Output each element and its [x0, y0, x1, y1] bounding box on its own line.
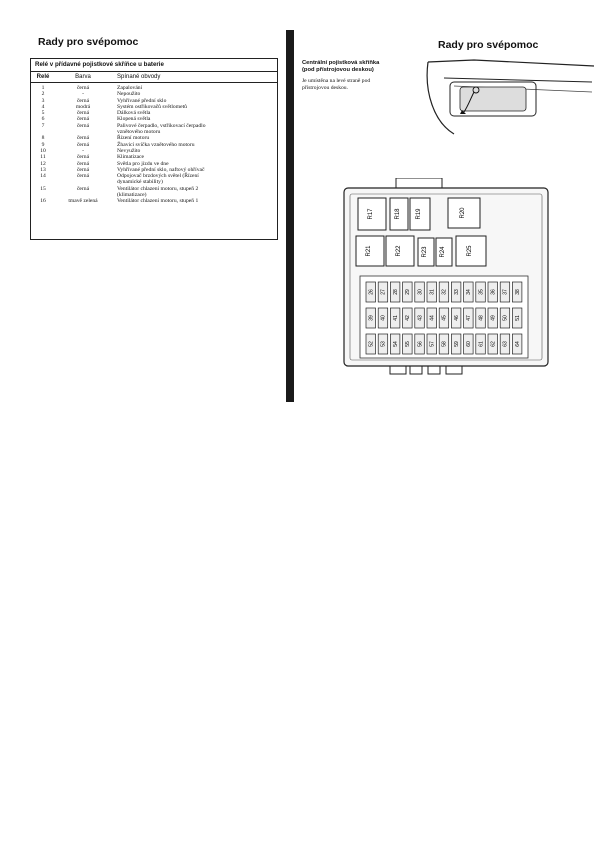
fuse-box-location-illustration — [414, 52, 594, 136]
relay-circuit-cell: vznětového motoru — [117, 129, 161, 136]
fuse-slot — [427, 334, 437, 354]
relay-circuit-cell: Ventilátor chlazení motoru, stupeň 1 — [117, 198, 199, 205]
fuse-slot — [476, 282, 486, 302]
fuse-slot — [464, 334, 474, 354]
fuse-number: 51 — [514, 315, 521, 321]
relay-R18 — [390, 198, 408, 230]
relay-number-cell: 7 — [41, 122, 45, 129]
fuse-number: 44 — [429, 315, 436, 321]
relay-circuit-cell: Zapalování — [117, 85, 143, 91]
svg-text:R25: R25 — [467, 245, 473, 257]
relay-color-cell: černá — [76, 122, 90, 129]
fuse-number: 33 — [453, 289, 460, 295]
fuse-slot — [415, 334, 425, 354]
fuse-number: 64 — [514, 341, 521, 347]
relay-color-cell: modrá — [75, 103, 91, 110]
relay-color-cell: černá — [76, 141, 90, 148]
fuse-slot — [439, 308, 449, 328]
fuse-slot — [415, 282, 425, 302]
relay-color-cell: černá — [76, 97, 90, 104]
fuse-number: 31 — [429, 289, 436, 295]
left-page-heading: Rady pro svépomoc — [38, 36, 139, 48]
central-fuse-box-title — [302, 60, 412, 74]
relay-number-cell: 8 — [41, 135, 45, 142]
fuse-number: 34 — [466, 289, 473, 295]
header-barva: Barva — [75, 74, 91, 80]
fuse-number: 46 — [453, 315, 460, 321]
cfb-title-line-2: (pod přístrojovou deskou) — [302, 67, 374, 73]
relay-number-cell: 10 — [40, 147, 46, 154]
fuse-number: 54 — [392, 341, 399, 347]
svg-text:R18: R18 — [395, 208, 401, 220]
relay-circuit-cell: Žhavicí svíčka vznětového motoru — [117, 141, 195, 148]
fuse-slot — [439, 282, 449, 302]
right-page-heading: Rady pro svépomoc — [438, 39, 539, 51]
relay-table-title: Relé v přídavné pojistkové skříňce u baterie — [31, 59, 277, 72]
fuse-number: 35 — [478, 289, 485, 295]
fuse-number: 26 — [368, 289, 375, 295]
relay-number-cell: 2 — [41, 91, 45, 98]
fuse-slot — [378, 282, 388, 302]
header-obvody: Spínané obvody — [117, 74, 161, 80]
fuse-slot — [427, 308, 437, 328]
svg-text:R21: R21 — [366, 245, 372, 257]
right-page — [296, 0, 600, 410]
relay-number-cell: 4 — [41, 103, 45, 110]
fuse-number: 41 — [392, 315, 399, 321]
relay-number-cell: 9 — [41, 141, 45, 148]
relay-color-cell: černá — [76, 154, 90, 161]
relay-circuit-cell: Odpojovač brzdových světel (Řízení — [117, 173, 199, 180]
relay-circuit-cell: Ventilátor chlazení motoru, stupeň 2 — [117, 185, 199, 192]
relay-number-cell: 6 — [41, 116, 45, 123]
relay-number-cell: 3 — [41, 97, 45, 104]
fuse-number: 37 — [502, 289, 509, 295]
fuse-slot — [464, 282, 474, 302]
fuse-slot — [403, 308, 413, 328]
relay-color-cell: černá — [76, 110, 90, 117]
fuse-number: 57 — [429, 341, 436, 347]
central-fuse-box-diagram — [336, 178, 556, 378]
fuse-slot — [366, 334, 376, 354]
relay-table — [30, 58, 278, 240]
fuse-number: 52 — [368, 341, 375, 347]
relay-R20 — [448, 198, 480, 228]
relay-color-cell: tmavě zelená — [68, 198, 98, 205]
fuse-slot — [476, 334, 486, 354]
fuse-slot — [512, 334, 522, 354]
fuse-slot — [451, 308, 461, 328]
fuse-slot — [403, 334, 413, 354]
relay-number-cell: 11 — [40, 154, 46, 161]
fuse-number: 32 — [441, 289, 448, 295]
fuse-slot — [464, 308, 474, 328]
cfb-title-line-1: Centrální pojistková skříňka — [302, 60, 380, 66]
relay-circuit-cell: Palivové čerpadlo, vstřikovací čerpadlo — [117, 122, 206, 129]
fuse-number: 62 — [490, 341, 497, 347]
fuse-number: 38 — [514, 289, 521, 295]
relay-color-cell: černá — [76, 185, 90, 192]
fuse-slot — [500, 282, 510, 302]
fuse-number: 43 — [417, 315, 424, 321]
relay-number-cell: 13 — [40, 166, 46, 173]
fuse-number: 56 — [417, 341, 424, 347]
relay-circuit-cell: Vyhřívané přední sklo — [117, 97, 167, 104]
fuse-slot — [451, 334, 461, 354]
fuse-number: 60 — [466, 341, 473, 347]
fuse-number: 53 — [380, 341, 387, 347]
relay-color-cell: černá — [76, 166, 90, 173]
header-rele: Relé — [36, 74, 50, 80]
relay-circuit-cell: (klimatizace) — [117, 192, 147, 199]
relay-R24 — [436, 238, 452, 266]
fuse-number: 40 — [380, 315, 387, 321]
relay-table-row — [31, 198, 277, 204]
cfb-desc-line-2: přístrojovou deskou. — [302, 85, 348, 91]
relay-circuit-cell: Světla pro jízdu ve dne — [117, 160, 169, 167]
relay-table-body — [31, 83, 277, 205]
relay-number-cell: 5 — [41, 110, 45, 117]
relay-circuit-cell: dynamické stability) — [117, 179, 163, 186]
fuse-slot — [451, 282, 461, 302]
relay-number-cell: 14 — [40, 173, 46, 180]
fuse-slot — [500, 308, 510, 328]
relay-R21 — [356, 236, 384, 266]
relay-number-cell: 15 — [40, 185, 46, 192]
svg-text:R19: R19 — [416, 208, 422, 220]
fuse-slot — [427, 282, 437, 302]
fuse-number: 49 — [490, 315, 497, 321]
cfb-desc-line-1: Je umístěna na levé straně pod — [302, 78, 371, 84]
fuse-number: 47 — [466, 315, 473, 321]
relay-circuit-cell: Řízení motoru — [117, 135, 150, 142]
fuse-number: 28 — [392, 289, 399, 295]
relay-number-cell: 1 — [41, 85, 45, 91]
fuse-number: 55 — [405, 341, 412, 347]
relay-circuit-cell: Klimatizace — [117, 154, 145, 161]
fuse-slot — [476, 308, 486, 328]
fuse-number: 61 — [478, 341, 485, 347]
central-fuse-box-description — [302, 78, 412, 92]
fuse-number: 39 — [368, 315, 375, 321]
fuse-number: 48 — [478, 315, 485, 321]
relay-color-cell: - — [82, 91, 84, 98]
fuse-slot — [488, 334, 498, 354]
relay-circuit-cell: Systém ostřikovačů světlometů — [117, 103, 187, 110]
relay-R25 — [456, 236, 486, 266]
fuse-slot — [390, 334, 400, 354]
fuse-number: 58 — [441, 341, 448, 347]
fuse-number: 36 — [490, 289, 497, 295]
fuse-slot — [366, 282, 376, 302]
fuse-slot — [390, 308, 400, 328]
fuse-slot — [403, 282, 413, 302]
relay-R23 — [418, 238, 434, 266]
fuse-slot — [512, 308, 522, 328]
fuse-slot — [512, 282, 522, 302]
fuse-slot — [366, 308, 376, 328]
relay-number-cell: 12 — [40, 160, 46, 167]
relay-R22 — [386, 236, 414, 266]
fuse-number: 30 — [417, 289, 424, 295]
fuse-slot — [488, 308, 498, 328]
relay-circuit-cell: Dálková světla — [117, 110, 151, 117]
svg-text:R23: R23 — [422, 246, 428, 258]
relay-color-cell: - — [82, 147, 84, 154]
fuse-number: 63 — [502, 341, 509, 347]
left-page — [0, 0, 288, 410]
fuse-number: 29 — [405, 289, 412, 295]
relay-circuit-cell: Vyhřívané přední sklo, naftový ohřívač — [117, 166, 205, 173]
svg-text:R24: R24 — [440, 246, 446, 258]
fuse-slot — [378, 308, 388, 328]
relay-number-cell: 16 — [40, 198, 46, 205]
relay-color-cell: černá — [76, 135, 90, 142]
relay-color-cell: černá — [76, 85, 90, 91]
relay-color-cell: černá — [76, 173, 90, 180]
relay-R19 — [410, 198, 430, 230]
fuse-number: 27 — [380, 289, 387, 295]
relay-table-header — [31, 72, 277, 83]
fuse-slot — [488, 282, 498, 302]
fuse-number: 45 — [441, 315, 448, 321]
relay-circuit-cell: Nepoužito — [117, 91, 141, 98]
fuse-number: 50 — [502, 315, 509, 321]
relay-R17 — [358, 198, 386, 230]
fuse-slot — [439, 334, 449, 354]
fuse-slot — [378, 334, 388, 354]
svg-text:R22: R22 — [396, 245, 402, 257]
fuse-slot — [415, 308, 425, 328]
relay-color-cell: černá — [76, 160, 90, 167]
fuse-slot — [390, 282, 400, 302]
page-spine-divider — [286, 30, 294, 402]
relay-circuit-cell: Nevyužito — [117, 147, 141, 154]
fuse-number: 42 — [405, 315, 412, 321]
relay-color-cell: černá — [76, 116, 90, 123]
fuse-number: 59 — [453, 341, 460, 347]
svg-text:R20: R20 — [460, 207, 466, 219]
relay-circuit-cell: Klopená světla — [117, 116, 151, 123]
fuse-slot — [500, 334, 510, 354]
svg-text:R17: R17 — [368, 208, 374, 220]
